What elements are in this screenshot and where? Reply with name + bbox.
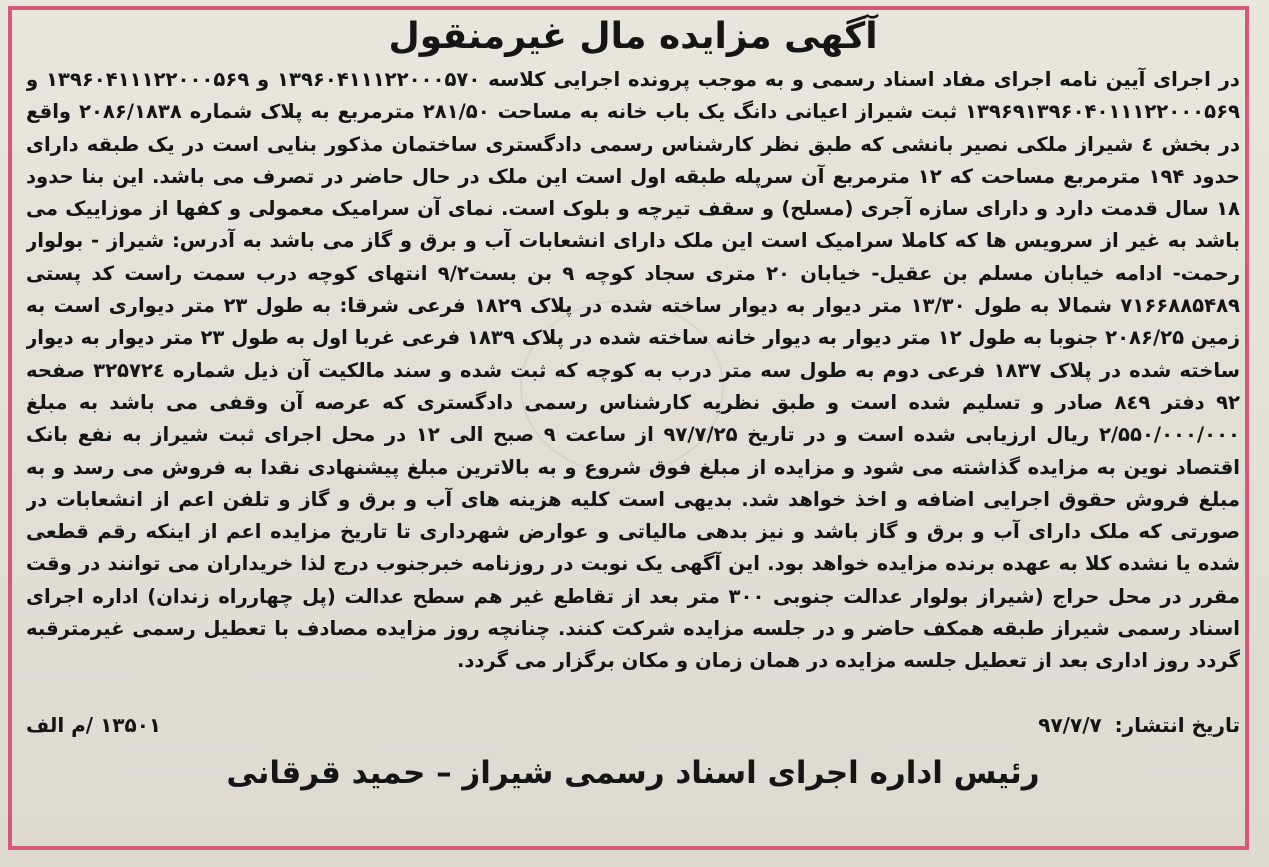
publish-date: ۹۷/۷/۷ [1038, 713, 1102, 737]
notice-body: در اجرای آیین نامه اجرای مفاد اسناد رسمی و به موجب پرونده اجرایی کلاسه ۱۳۹۶۰۴۱۱۱۲۲۰۰۰۵۷۰ و ۱۳۹۶۰۴۱۱۱۲۲۰۰۰۵۶۹ و ۱۳۹۶۹۱۳۹۶۰۴۰۱۱۱۲۲۰۰۰۵۶۹ ثبت شیراز اعیانی دانگ یک باب خانه به مساحت ۲۸۱/۵۰ مترمربع به پلاک شماره ۲۰۸۶/۱۸۳۸ واقع در بخش ٤ شیراز ملکی نصیر بانشی که طبق نظر کارشناس رسمی دادگستری ساختمان مذکور بنایی است در یک طبقه دارای حدود ۱۹۴ مترمربع مساحت که ۱۲ مترمربع آن سرپله طبقه اول است این ملک در حال حاضر در تصرف می باشد. این بنا حدود ۱۸ سال قدمت دارد و دارای سازه آجری (مسلح) و سقف تیرچه و بلوک است. نمای آن سرامیک معمولی و کفها از موزاییک می باشد به غیر از سرویس ها که کاملا سرامیک است این ملک دارای انشعابات آب و برق و گاز می باشد به آدرس: شیراز - بولوار رحمت- ادامه خیابان مسلم بن عقیل- خیابان ۲۰ متری سجاد کوچه ۹ بن بست۹/۲ انتهای کوچه درب سمت راست کد پستی ۷۱۶۶۸۸۵۴۸۹ شمالا به طول ۱۳/۳۰ متر دیوار به دیوار ساخته شده در پلاک ۱۸۲۹ فرعی شرقا: به طول ۲۳ متر دیواری است به زمین ۲۰۸۶/۲۵ جنوبا به طول ۱۲ متر دیوار به دیوار خانه ساخته شده در پلاک ۱۸۳۹ فرعی غربا اول به طول ۲۳ متر دیوار به دیوار ساخته شده در پلاک ۱۸۳۷ فرعی دوم به طول سه متر درب به کوچه که ثبت شده و سند مالکیت آن ذیل شماره ۳۲۵۷۲٤ صفحه ۹۲ دفتر ۸٤۹ صادر و تسلیم شده است و طبق نظریه کارشناس رسمی دادگستری که عرصه آن وقفی می باشد به مبلغ ۲/۵۵۰/۰۰۰/۰۰۰ ریال ارزیابی شده است و در تاریخ ۹۷/۷/۲۵ از ساعت ۹ صبح الی ۱۲ در محل اجرای ثبت شیراز به نفع بانک اقتصاد نوین به مزایده گذاشته می شود و مزایده از مبلغ فوق شروع و به بالاترین مبلغ پیشنهادی نقدا به فروش می رسد و به مبلغ فروش حقوق اجرایی اضافه و اخذ خواهد شد. بدیهی است کلیه هزینه های آب و برق و گاز و تلفن اعم از انشعابات در صورتی که ملک دارای آب و برق و گاز باشد و نیز بدهی مالیاتی و عوارض شهرداری تا تاریخ مزایده اعم از اینکه رقم قطعی شده یا نشده کلا به عهده برنده مزایده خواهد بود. این آگهی یک نوبت در روزنامه خبرجنوب درج لذا خریداران می توانند در وقت مقرر در محل حراج (شیراز بولوار عدالت جنوبی ۳۰۰ متر بعد از تقاطع غیر هم سطح عدالت (پل چهارراه زندان) اداره اجرای اسناد رسمی شیراز طبقه همکف حاضر و در جلسه مزایده شرکت کنند. چنانچه روز مزایده مصادف با تعطیل رسمی غیرمترقبه گردد روز اداری بعد از تعطیل جلسه مزایده در همان زمان و مکان برگزار می گردد. [26, 68, 1240, 673]
publish-date-block [1032, 709, 1240, 749]
notice-meta [26, 709, 1240, 749]
auction-notice [26, 12, 1240, 797]
publish-date-label: تاریخ انتشار: [1114, 713, 1240, 737]
notice-title: آگهی مزایده مال غیرمنقول [388, 16, 878, 57]
reference-code: ۱۳۵۰۱ /م الف [26, 713, 162, 737]
signature: رئیس اداره اجرای اسناد رسمی شیراز – حمید قرقانی [226, 755, 1040, 791]
